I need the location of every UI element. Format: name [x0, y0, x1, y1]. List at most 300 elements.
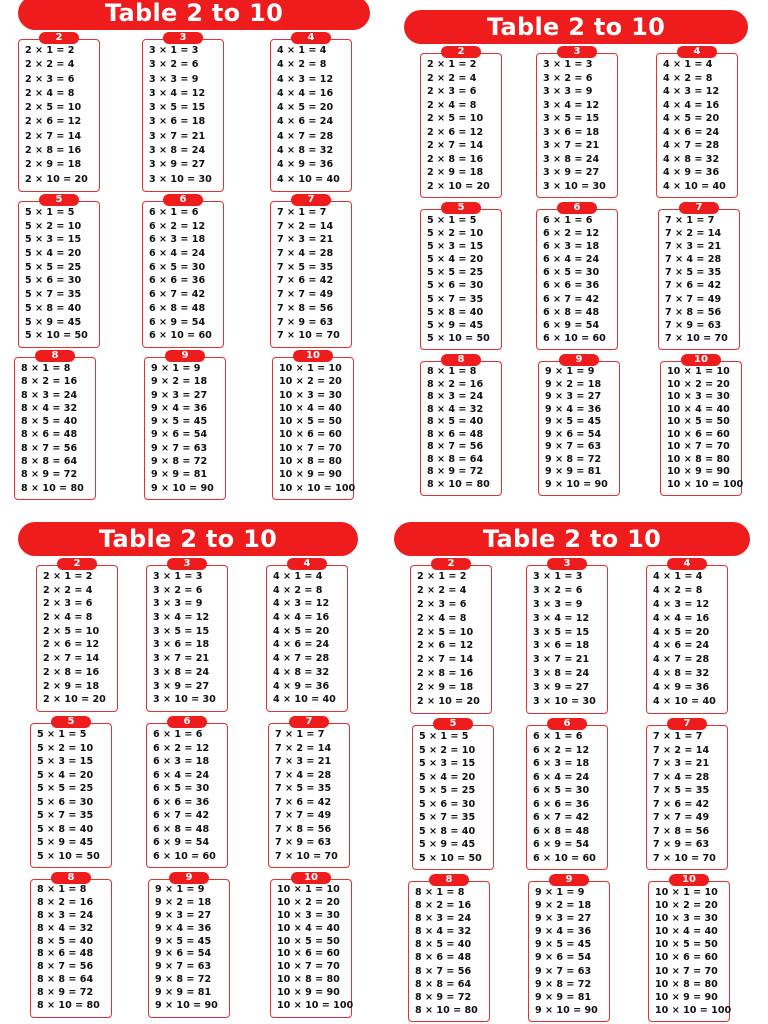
table-row: 2 × 1 = 2	[43, 571, 93, 582]
table-row: 8 × 7 = 56	[37, 961, 94, 973]
table-row: 4 × 9 = 36	[653, 682, 710, 694]
table-row: 7 × 6 = 42	[275, 796, 332, 808]
table-row: 10 × 10 = 100	[279, 482, 356, 494]
table-row: 10 × 8 = 80	[279, 456, 342, 468]
table-row: 2 × 9 = 18	[427, 167, 484, 178]
table-row: 5 × 10 = 50	[419, 852, 482, 864]
table-row: 3 × 1 = 3	[153, 571, 203, 582]
table-row: 6 × 7 = 42	[533, 812, 590, 823]
table-row: 7 × 1 = 7	[277, 207, 327, 218]
table-row: 4 × 10 = 40	[663, 180, 726, 192]
table-row: 7 × 7 = 49	[665, 293, 722, 305]
table-row: 4 × 4 = 16	[273, 612, 330, 624]
table-card-3	[142, 32, 224, 192]
table-row: 5 × 3 = 15	[419, 758, 476, 769]
table-row: 9 × 6 = 54	[545, 428, 602, 440]
table-row: 10 × 2 = 20	[655, 900, 718, 912]
table-row: 6 × 9 = 54	[149, 316, 206, 328]
table-row: 6 × 6 = 36	[543, 280, 600, 292]
table-row: 5 × 3 = 15	[427, 241, 484, 253]
table-card-9	[538, 354, 620, 496]
table-row: 3 × 8 = 24	[149, 145, 206, 157]
table-card-5	[412, 718, 494, 870]
table-row: 6 × 3 = 18	[153, 756, 210, 767]
table-row: 7 × 10 = 70	[277, 330, 340, 342]
table-row: 10 × 5 = 50	[655, 939, 718, 951]
table-row: 5 × 1 = 5	[427, 215, 477, 226]
table-row: 6 × 8 = 48	[149, 302, 206, 314]
table-row: 3 × 1 = 3	[149, 45, 199, 56]
table-row: 5 × 4 = 20	[25, 248, 82, 260]
table-row: 5 × 5 = 25	[37, 783, 94, 794]
table-row: 4 × 9 = 36	[273, 680, 330, 692]
table-row: 10 × 6 = 60	[279, 429, 342, 441]
table-card-6	[536, 202, 618, 350]
table-row: 2 × 1 = 2	[427, 59, 477, 70]
table-label: 8	[35, 350, 75, 362]
table-row: 6 × 4 = 24	[533, 771, 590, 783]
table-row: 5 × 3 = 15	[25, 234, 82, 246]
table-label: 5	[51, 716, 91, 728]
table-row: 9 × 8 = 72	[535, 978, 592, 990]
table-row: 10 × 7 = 70	[279, 442, 342, 454]
table-row: 2 × 8 = 16	[427, 153, 484, 165]
table-row: 8 × 9 = 72	[37, 987, 94, 999]
table-row: 3 × 2 = 6	[533, 584, 583, 596]
table-row: 8 × 3 = 24	[21, 389, 78, 401]
table-row: 6 × 1 = 6	[153, 729, 203, 740]
table-row: 8 × 1 = 8	[415, 887, 465, 898]
table-row: 2 × 2 = 4	[25, 59, 75, 71]
table-row: 5 × 1 = 5	[25, 207, 75, 218]
table-row: 2 × 1 = 2	[25, 45, 75, 56]
table-row: 8 × 6 = 48	[415, 952, 472, 964]
table-row: 4 × 1 = 4	[653, 571, 703, 582]
table-row: 7 × 5 = 35	[275, 783, 332, 794]
table-box	[420, 361, 502, 496]
table-row: 7 × 8 = 56	[275, 823, 332, 835]
table-row: 9 × 9 = 81	[535, 991, 592, 1003]
table-box	[408, 881, 490, 1022]
table-row: 2 × 3 = 6	[417, 598, 467, 610]
table-row: 7 × 7 = 49	[653, 812, 710, 823]
table-row: 10 × 1 = 10	[667, 366, 730, 377]
table-card-7	[268, 716, 350, 868]
table-row: 4 × 9 = 36	[277, 159, 334, 171]
table-label: 5	[441, 202, 481, 214]
table-card-5	[30, 716, 112, 868]
table-row: 8 × 6 = 48	[37, 948, 94, 960]
table-label: 7	[289, 716, 329, 728]
table-row: 8 × 6 = 48	[21, 429, 78, 441]
table-row: 10 × 6 = 60	[655, 952, 718, 964]
table-row: 2 × 6 = 12	[417, 640, 474, 652]
table-row: 6 × 9 = 54	[153, 837, 210, 848]
table-row: 3 × 2 = 6	[149, 59, 199, 71]
table-row: 9 × 8 = 72	[151, 456, 208, 468]
table-row: 7 × 5 = 35	[653, 785, 710, 796]
table-label: 6	[557, 202, 597, 214]
table-row: 9 × 9 = 81	[155, 987, 212, 999]
table-box	[420, 53, 502, 198]
table-row: 10 × 5 = 50	[667, 416, 730, 427]
table-row: 4 × 2 = 8	[653, 584, 703, 596]
table-box	[18, 39, 100, 192]
table-row: 10 × 7 = 70	[277, 961, 340, 973]
table-row: 7 × 4 = 28	[653, 771, 710, 783]
table-box	[660, 361, 742, 496]
table-row: 3 × 10 = 30	[149, 173, 212, 185]
table-row: 9 × 9 = 81	[151, 469, 208, 481]
table-label: 4	[291, 32, 331, 44]
table-row: 7 × 9 = 63	[665, 319, 722, 331]
table-card-8	[420, 354, 502, 496]
table-row: 7 × 9 = 63	[275, 837, 332, 848]
table-row: 6 × 10 = 60	[153, 850, 216, 862]
table-row: 2 × 10 = 20	[417, 696, 480, 708]
table-row: 10 × 3 = 30	[279, 389, 342, 401]
table-row: 10 × 6 = 60	[277, 948, 340, 960]
table-row: 9 × 8 = 72	[155, 974, 212, 986]
table-row: 8 × 1 = 8	[427, 366, 477, 377]
table-row: 2 × 9 = 18	[25, 159, 82, 171]
table-row: 2 × 4 = 8	[417, 612, 467, 624]
table-row: 3 × 8 = 24	[543, 153, 600, 165]
table-row: 9 × 2 = 18	[545, 378, 602, 390]
table-row: 2 × 7 = 14	[25, 130, 82, 142]
table-row: 2 × 7 = 14	[427, 140, 484, 151]
table-card-5	[18, 194, 100, 348]
table-label: 8	[441, 354, 481, 366]
table-row: 2 × 8 = 16	[417, 668, 474, 680]
table-row: 5 × 6 = 30	[427, 280, 484, 292]
table-row: 9 × 6 = 54	[535, 952, 592, 964]
table-row: 2 × 10 = 20	[43, 694, 106, 706]
table-row: 6 × 8 = 48	[153, 823, 210, 835]
table-row: 3 × 8 = 24	[153, 666, 210, 678]
table-row: 8 × 4 = 32	[21, 402, 78, 414]
table-row: 4 × 10 = 40	[273, 694, 336, 706]
table-row: 10 × 2 = 20	[279, 376, 342, 388]
table-row: 3 × 6 = 18	[543, 126, 600, 138]
table-row: 5 × 3 = 15	[37, 756, 94, 767]
table-row: 3 × 1 = 3	[533, 571, 583, 582]
banner-title: Table 2 to 10	[404, 10, 748, 44]
table-row: 4 × 5 = 20	[273, 625, 330, 637]
table-row: 7 × 3 = 21	[665, 241, 722, 253]
table-row: 6 × 1 = 6	[149, 207, 199, 218]
table-row: 9 × 8 = 72	[545, 453, 602, 465]
table-row: 8 × 3 = 24	[415, 913, 472, 925]
table-row: 3 × 3 = 9	[153, 598, 203, 610]
table-row: 5 × 2 = 10	[25, 220, 82, 232]
table-box	[412, 725, 494, 870]
table-row: 8 × 10 = 80	[415, 1004, 478, 1016]
table-row: 3 × 10 = 30	[543, 180, 606, 192]
table-label: 2	[57, 558, 97, 570]
table-label: 4	[667, 558, 707, 570]
table-row: 6 × 6 = 36	[153, 796, 210, 808]
table-row: 9 × 7 = 63	[151, 442, 208, 454]
table-row: 5 × 10 = 50	[427, 332, 490, 344]
table-box	[658, 209, 740, 350]
table-row: 10 × 9 = 90	[667, 466, 730, 477]
table-box	[270, 879, 352, 1018]
table-row: 6 × 8 = 48	[533, 825, 590, 837]
table-row: 6 × 5 = 30	[543, 267, 600, 279]
table-box	[266, 565, 348, 712]
table-row: 8 × 6 = 48	[427, 428, 484, 440]
table-card-9	[144, 350, 226, 500]
table-row: 5 × 2 = 10	[37, 742, 94, 754]
table-row: 10 × 8 = 80	[667, 453, 730, 465]
table-row: 8 × 3 = 24	[37, 909, 94, 921]
table-row: 9 × 1 = 9	[545, 366, 595, 377]
table-card-10	[660, 354, 742, 496]
table-row: 7 × 3 = 21	[653, 758, 710, 769]
table-row: 5 × 9 = 45	[419, 839, 476, 850]
table-row: 4 × 2 = 8	[663, 72, 713, 84]
table-label: 3	[557, 46, 597, 58]
table-row: 4 × 4 = 16	[663, 99, 720, 111]
table-row: 8 × 2 = 16	[21, 376, 78, 388]
table-row: 5 × 9 = 45	[427, 319, 484, 331]
table-row: 6 × 5 = 30	[149, 261, 206, 273]
table-card-9	[528, 874, 610, 1022]
table-row: 9 × 7 = 63	[155, 961, 212, 973]
table-row: 8 × 5 = 40	[21, 416, 78, 428]
table-card-4	[646, 558, 728, 714]
table-row: 8 × 7 = 56	[415, 965, 472, 977]
table-row: 7 × 8 = 56	[277, 302, 334, 314]
table-row: 9 × 3 = 27	[151, 389, 208, 401]
table-row: 10 × 3 = 30	[667, 391, 730, 402]
table-row: 2 × 2 = 4	[43, 584, 93, 596]
table-label: 7	[667, 718, 707, 730]
table-label: 10	[681, 354, 721, 366]
table-card-3	[146, 558, 228, 712]
table-card-6	[526, 718, 608, 870]
table-row: 8 × 1 = 8	[21, 363, 71, 374]
table-row: 2 × 9 = 18	[43, 680, 100, 692]
table-row: 7 × 6 = 42	[277, 275, 334, 287]
table-row: 7 × 9 = 63	[653, 839, 710, 850]
banner-title: Table 2 to 10	[18, 522, 358, 556]
table-row: 4 × 6 = 24	[277, 116, 334, 128]
table-box	[268, 723, 350, 868]
table-card-7	[270, 194, 352, 348]
table-row: 7 × 8 = 56	[665, 306, 722, 318]
table-row: 5 × 6 = 30	[25, 275, 82, 287]
table-row: 9 × 9 = 81	[545, 466, 602, 477]
table-box	[646, 725, 728, 870]
table-row: 4 × 9 = 36	[663, 167, 720, 178]
table-row: 6 × 3 = 18	[533, 758, 590, 769]
table-row: 9 × 7 = 63	[535, 965, 592, 977]
table-box	[270, 39, 352, 192]
table-box	[144, 357, 226, 500]
table-row: 6 × 1 = 6	[533, 731, 583, 742]
table-row: 8 × 5 = 40	[415, 939, 472, 951]
table-row: 2 × 6 = 12	[25, 116, 82, 128]
table-row: 4 × 7 = 28	[273, 653, 330, 665]
table-label: 3	[167, 558, 207, 570]
table-box	[30, 879, 112, 1018]
table-label: 2	[431, 558, 471, 570]
table-label: 7	[679, 202, 719, 214]
table-row: 3 × 6 = 18	[149, 116, 206, 128]
table-row: 6 × 10 = 60	[533, 852, 596, 864]
table-row: 3 × 7 = 21	[149, 130, 206, 142]
table-row: 7 × 1 = 7	[665, 215, 715, 226]
table-row: 3 × 4 = 12	[149, 87, 206, 99]
table-row: 7 × 1 = 7	[653, 731, 703, 742]
table-row: 10 × 2 = 20	[277, 896, 340, 908]
table-row: 2 × 1 = 2	[417, 571, 467, 582]
table-row: 4 × 8 = 32	[277, 145, 334, 157]
table-row: 3 × 2 = 6	[543, 72, 593, 84]
chart-panel-3	[0, 512, 384, 1024]
table-row: 5 × 9 = 45	[37, 837, 94, 848]
table-row: 2 × 3 = 6	[43, 598, 93, 610]
table-row: 4 × 2 = 8	[277, 59, 327, 71]
table-card-4	[266, 558, 348, 712]
table-row: 2 × 6 = 12	[43, 639, 100, 651]
table-row: 3 × 3 = 9	[533, 598, 583, 610]
table-card-4	[656, 46, 738, 198]
table-row: 8 × 8 = 64	[415, 978, 472, 990]
table-row: 7 × 4 = 28	[665, 254, 722, 266]
table-row: 3 × 10 = 30	[533, 696, 596, 708]
table-row: 3 × 4 = 12	[533, 612, 590, 624]
table-row: 5 × 2 = 10	[419, 744, 476, 756]
table-row: 10 × 7 = 70	[667, 441, 730, 452]
table-row: 5 × 4 = 20	[419, 771, 476, 783]
table-row: 4 × 7 = 28	[277, 130, 334, 142]
table-label: 8	[51, 872, 91, 884]
table-row: 3 × 9 = 27	[533, 682, 590, 694]
table-row: 3 × 6 = 18	[153, 639, 210, 651]
table-row: 5 × 5 = 25	[419, 785, 476, 796]
table-row: 5 × 6 = 30	[419, 798, 476, 810]
table-row: 3 × 4 = 12	[543, 99, 600, 111]
table-row: 5 × 4 = 20	[37, 769, 94, 781]
table-row: 10 × 3 = 30	[655, 913, 718, 925]
table-row: 10 × 1 = 10	[279, 363, 342, 374]
table-row: 8 × 5 = 40	[37, 935, 94, 947]
chart-panel-1	[0, 0, 384, 512]
table-row: 2 × 4 = 8	[427, 99, 477, 111]
table-box	[526, 565, 608, 714]
table-card-9	[148, 872, 230, 1018]
table-row: 6 × 3 = 18	[149, 234, 206, 246]
table-row: 9 × 5 = 45	[535, 939, 592, 951]
table-row: 6 × 4 = 24	[543, 254, 600, 266]
table-row: 4 × 4 = 16	[653, 612, 710, 624]
table-row: 6 × 2 = 12	[153, 742, 210, 754]
chart-panel-4	[384, 512, 768, 1024]
table-row: 7 × 2 = 14	[277, 220, 334, 232]
table-row: 6 × 5 = 30	[153, 783, 210, 794]
table-row: 6 × 9 = 54	[533, 839, 590, 850]
table-label: 10	[669, 874, 709, 886]
table-row: 2 × 3 = 6	[25, 73, 75, 85]
table-row: 8 × 10 = 80	[427, 478, 490, 490]
table-row: 4 × 1 = 4	[663, 59, 713, 70]
table-row: 6 × 10 = 60	[149, 330, 212, 342]
table-card-6	[142, 194, 224, 348]
table-row: 10 × 2 = 20	[667, 378, 730, 390]
table-row: 2 × 10 = 20	[25, 173, 88, 185]
table-row: 4 × 3 = 12	[273, 598, 330, 610]
table-row: 5 × 8 = 40	[419, 825, 476, 837]
table-card-8	[14, 350, 96, 500]
table-row: 7 × 6 = 42	[653, 798, 710, 810]
table-box	[18, 201, 100, 348]
table-card-8	[30, 872, 112, 1018]
table-row: 9 × 10 = 90	[535, 1004, 598, 1016]
table-label: 6	[167, 716, 207, 728]
table-row: 8 × 2 = 16	[415, 900, 472, 912]
table-row: 4 × 8 = 32	[663, 153, 720, 165]
table-row: 2 × 2 = 4	[427, 72, 477, 84]
table-row: 4 × 5 = 20	[663, 113, 720, 124]
table-row: 7 × 6 = 42	[665, 280, 722, 292]
table-row: 6 × 2 = 12	[533, 744, 590, 756]
table-row: 9 × 4 = 36	[151, 402, 208, 414]
table-label: 9	[169, 872, 209, 884]
table-card-10	[270, 872, 352, 1018]
table-box	[656, 53, 738, 198]
table-box	[30, 723, 112, 868]
table-row: 2 × 7 = 14	[417, 654, 474, 666]
table-row: 2 × 5 = 10	[25, 102, 82, 114]
table-card-3	[526, 558, 608, 714]
table-row: 8 × 5 = 40	[427, 416, 484, 427]
table-row: 10 × 4 = 40	[667, 403, 730, 415]
table-box	[142, 39, 224, 192]
table-row: 8 × 7 = 56	[427, 441, 484, 452]
table-row: 6 × 4 = 24	[149, 248, 206, 260]
table-row: 6 × 7 = 42	[153, 810, 210, 821]
table-row: 3 × 5 = 15	[533, 626, 590, 638]
table-row: 4 × 3 = 12	[277, 73, 334, 85]
table-row: 5 × 2 = 10	[427, 228, 484, 240]
table-row: 7 × 1 = 7	[275, 729, 325, 740]
table-row: 9 × 5 = 45	[155, 935, 212, 947]
table-row: 8 × 9 = 72	[427, 466, 484, 477]
table-row: 2 × 4 = 8	[43, 612, 93, 624]
table-label: 5	[39, 194, 79, 206]
table-row: 4 × 2 = 8	[273, 584, 323, 596]
table-row: 8 × 2 = 16	[427, 378, 484, 390]
table-row: 4 × 4 = 16	[277, 87, 334, 99]
table-row: 10 × 5 = 50	[279, 416, 342, 428]
table-row: 8 × 4 = 32	[415, 926, 472, 938]
table-card-7	[646, 718, 728, 870]
table-label: 5	[433, 718, 473, 730]
table-row: 10 × 4 = 40	[279, 402, 342, 414]
table-row: 9 × 10 = 90	[155, 1000, 218, 1012]
table-row: 3 × 8 = 24	[533, 668, 590, 680]
table-row: 7 × 3 = 21	[277, 234, 334, 246]
table-label: 4	[287, 558, 327, 570]
table-row: 6 × 6 = 36	[533, 798, 590, 810]
table-label: 7	[291, 194, 331, 206]
table-row: 5 × 8 = 40	[37, 823, 94, 835]
table-box	[646, 565, 728, 714]
table-row: 8 × 2 = 16	[37, 896, 94, 908]
